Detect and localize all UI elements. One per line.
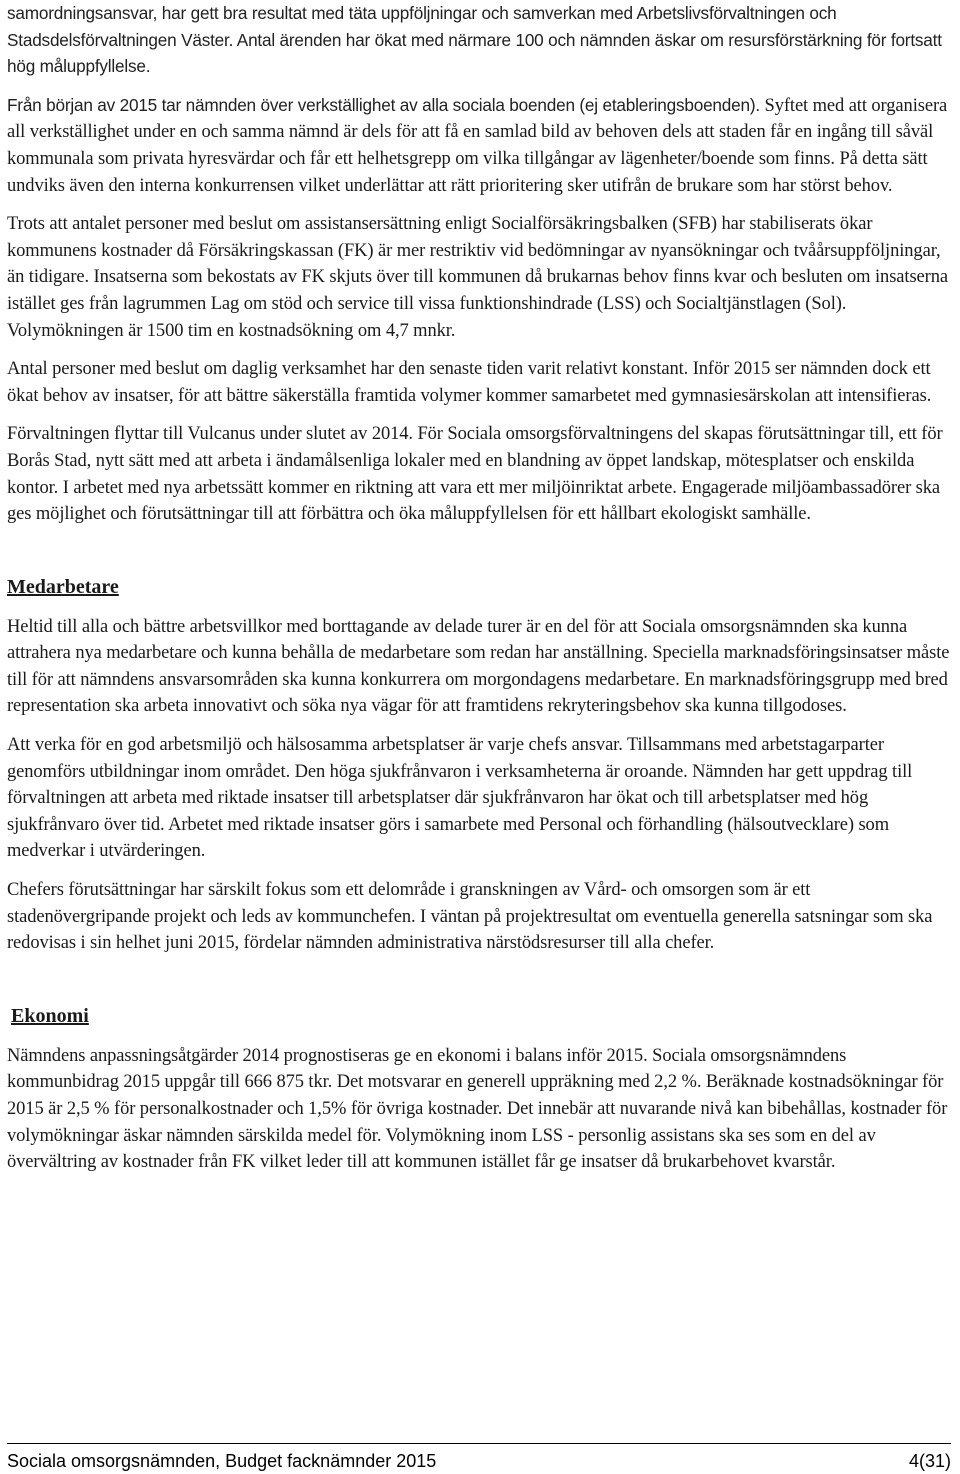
medarbetare-paragraph-3: Chefers förutsättningar har särskilt fokus som ett delområde i granskningen av Vård- och omsorgen som är ett stadenövergripande projekt och leds av kommunchefen. I väntan på projektresultat om eventuella generella satsningar som ska redovisas i sin helhet juni 2015, fördelar nämnden administrativa närstödsresurser till alla chefer.	[7, 880, 933, 954]
vulcanus-paragraph: Förvaltningen flyttar till Vulcanus under slutet av 2014. För Sociala omsorgsförvaltningens del skapas förutsättningar till, ett för Borås Stad, nytt sätt med att arbeta i ändamålsenliga lokaler med en blandning av öppet landskap, mötesplatser och enskilda kontor. I arbetet med nya arbetssätt kommer en riktning att vara ett mer miljöinriktat arbete. Engagerade miljöambassadörer ska ges möjlighet och förutsättningar till att förbättra och öka måluppfyllelsen för ett hållbart ekologiskt samhälle.	[7, 424, 943, 525]
daglig-verksamhet-paragraph: Antal personer med beslut om daglig verksamhet har den senaste tiden varit relativt konstant. Inför 2015 ser nämnden dock ett ökat behov av insatser, för att bättre säkerställa framtida volymer kommer samarbetet med gymnasiesärskolan att intensifieras.	[7, 359, 932, 406]
ekonomi-paragraph: Nämndens anpassningsåtgärder 2014 prognostiseras ge en ekonomi i balans inför 2015. Sociala omsorgsnämndens kommunbidrag 2015 uppgår till 666 875 tkr. Det motsvarar en generell uppräkning med 2,2 %. Beräknade kostnadsökningar för 2015 är 2,5 % för personalkostnader och 1,5% för övriga kostnader. Det innebär att nuvarande nivå kan bibehållas, kostnader för volymökningar äskar nämnden särskilda medel för. Volymökning inom LSS - personlig assistans ska ses som en del av övervältring av kostnader från FK vilket leder till att kommunen istället får ge insatser då brukarbehovet kvarstår.	[7, 1045, 948, 1173]
sociala-boenden-paragraph	[7, 92, 951, 199]
assistans-paragraph: Trots att antalet personer med beslut om assistansersättning enligt Socialförsäkringsbalken (SFB) har stabiliserats ökar kommunens kostnader då Försäkringskassan (FK) är mer restriktiv vid bedömningar av nyansökningar och tvåårsuppföljningar, än tidigare. Insatserna som bekostats av FK skjuts över till kommunen då brukarnas behov finns kvar och besluten om insatserna istället ges från lagrummen Lag om stöd och service till vissa funktionshindrade (LSS) och Socialtjänstlagen (Sol). Volymökningen är 1500 tim en kostnadsökning om 4,7 mnkr.	[7, 214, 948, 341]
footer-page-number: 4(31)	[908, 1451, 951, 1471]
footer-title: Sociala omsorgsnämnden, Budget facknämnder 2015	[7, 1451, 437, 1471]
page-footer	[7, 1443, 951, 1472]
intro-paragraph: samordningsansvar, har gett bra resultat med täta uppföljningar och samverkan med Arbetslivsförvaltningen och Stadsdelsförvaltningen Väster. Antal ärenden har ökat med närmare 100 och nämnden äskar om resursförstärkning för fortsatt hög måluppfyllelse.	[7, 3, 942, 77]
medarbetare-heading: Medarbetare	[7, 575, 119, 598]
sociala-boenden-body: Syftet med att organisera all verkställighet under en och samma nämnd är dels för att få en samlad bild av behoven dels att staden får en ingång till såväl kommunala som privata hyresvärdar och får ett helhetsgrepp om vilka tillgångar av lägenheter/boende som finns. På detta sätt undviks även den interna konkurrensen vilket underlättar att rätt prioritering sker utifrån de brukare som har störst behov.	[7, 95, 948, 196]
ekonomi-heading: Ekonomi	[11, 1004, 89, 1027]
medarbetare-paragraph-2: Att verka för en god arbetsmiljö och hälsosamma arbetsplatser är varje chefs ansvar. Tillsammans med arbetstagarparter genomförs utbildningar inom området. Den höga sjukfrånvaron i verksamheterna är oroande. Nämnden har gett uppdrag till förvaltningen att arbeta med riktade insatser till arbetsplatser där sjukfrånvaron har ökat och till arbetsplatser med hög sjukfrånvaro över tid. Arbetet med riktade insatser görs i samarbete med Personal och förhandling (hälsoutvecklare) som medverkar i utvärderingen.	[7, 735, 913, 862]
document-page	[7, 0, 951, 1176]
sociala-boenden-lead: Från början av 2015 tar nämnden över verkställighet av alla sociala boenden (ej etableringsboenden).	[7, 94, 760, 115]
medarbetare-paragraph-1: Heltid till alla och bättre arbetsvillkor med borttagande av delade turer är en del för att Sociala omsorgsnämnden ska kunna attrahera nya medarbetare och kunna behålla de medarbetare som redan har anställning. Speciella marknadsföringsinsatser måste till för att nämndens ansvarsområden ska kunna konkurrera om morgondagens medarbetare. En marknadsföringsgrupp med bred representation ska arbeta innovativt och söka nya vägar för att framtidens rekryteringsbehov ska kunna tillgodoses.	[7, 616, 950, 717]
